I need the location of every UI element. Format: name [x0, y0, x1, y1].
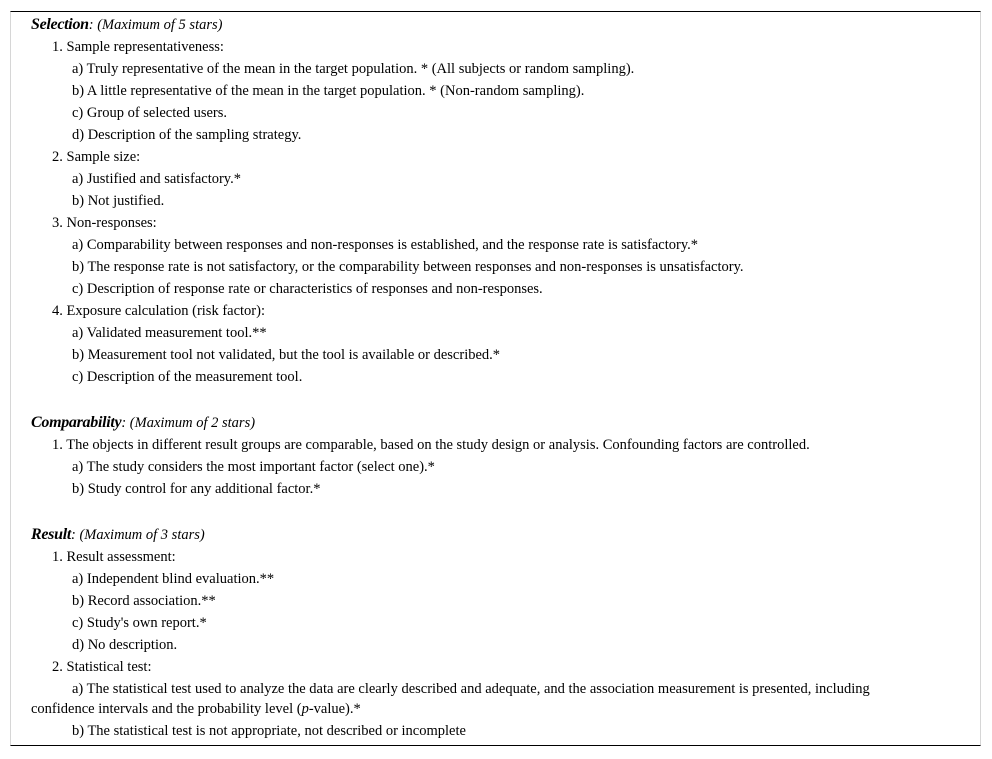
selection-q1-label: 1. Sample representativeness: [52, 39, 224, 55]
selection-q1-option-d: d) Description of the sampling strategy. [72, 127, 302, 143]
selection-q2-option-b: b) Not justified. [72, 193, 165, 209]
result-q2-option-a-line1: a) The statistical test used to analyze the data are clearly described and adequate, and the association measurement is presented, including [72, 681, 870, 697]
result-heading [31, 525, 205, 545]
selection-q4-option-b: b) Measurement tool not validated, but the tool is available or described.* [72, 347, 501, 363]
result-q2-label: 2. Statistical test: [52, 659, 152, 675]
selection-q3-option-a: a) Comparability between responses and non-responses is established, and the response rate is satisfactory.* [72, 237, 699, 253]
result-q1-option-c: c) Study's own report.* [72, 615, 207, 631]
selection-q4-label: 4. Exposure calculation (risk factor): [52, 303, 265, 319]
selection-heading [31, 15, 222, 35]
selection-q1-option-a: a) Truly representative of the mean in the target population. * (All subjects or random sampling). [72, 61, 635, 77]
result-q1-label: 1. Result assessment: [52, 549, 176, 565]
result-subtitle: : (Maximum of 3 stars) [71, 527, 205, 543]
selection-q3-label: 3. Non-responses: [52, 215, 157, 231]
quality-assessment-table [10, 11, 981, 746]
selection-q4-option-c: c) Description of the measurement tool. [72, 369, 303, 385]
selection-q3-option-b: b) The response rate is not satisfactory, or the comparability between responses and non-responses is unsatisfactory. [72, 259, 744, 275]
selection-q4-option-a: a) Validated measurement tool.** [72, 325, 267, 341]
comparability-title: Comparability [31, 414, 122, 431]
result-q1-option-a: a) Independent blind evaluation.** [72, 571, 275, 587]
selection-title: Selection [31, 16, 89, 33]
comparability-q1-label: 1. The objects in different result groups are comparable, based on the study design or analysis. Confounding factors are controlled. [52, 437, 810, 453]
result-title: Result [31, 526, 71, 543]
result-q2-option-a-line2-post: -value).* [308, 701, 361, 717]
p-value-italic: p [301, 701, 309, 717]
result-q2-option-b: b) The statistical test is not appropriate, not described or incomplete [72, 723, 466, 739]
selection-q3-option-c: c) Description of response rate or characteristics of responses and non-responses. [72, 281, 543, 297]
result-q2-option-a-line2-pre: confidence intervals and the probability level ( [31, 701, 302, 717]
selection-q1-option-c: c) Group of selected users. [72, 105, 228, 121]
comparability-heading [31, 413, 255, 433]
selection-q2-label: 2. Sample size: [52, 149, 141, 165]
comparability-q1-option-b: b) Study control for any additional factor.* [72, 481, 321, 497]
result-q2-option-a-line2 [31, 699, 361, 719]
selection-q1-option-b: b) A little representative of the mean in the target population. * (Non-random sampling). [72, 83, 585, 99]
result-q1-option-b: b) Record association.** [72, 593, 216, 609]
selection-subtitle: : (Maximum of 5 stars) [88, 17, 223, 33]
comparability-q1-option-a: a) The study considers the most important factor (select one).* [72, 459, 435, 475]
result-q1-option-d: d) No description. [72, 637, 178, 653]
comparability-subtitle: : (Maximum of 2 stars) [121, 415, 256, 431]
selection-q2-option-a: a) Justified and satisfactory.* [72, 171, 241, 187]
